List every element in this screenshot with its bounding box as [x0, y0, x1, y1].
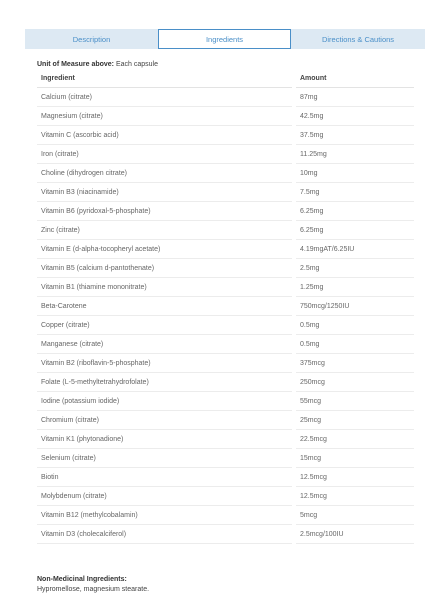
ingredient-cell: Vitamin E (d-alpha-tocopheryl acetate): [37, 240, 292, 259]
table-row: [37, 278, 414, 297]
tab-description[interactable]: Description: [72, 34, 111, 44]
ingredient-cell: Vitamin K1 (phytonadione): [37, 430, 292, 449]
non-medicinal-text: Hypromellose, magnesium stearate.: [37, 586, 150, 593]
ingredient-cell: Choline (dihydrogen citrate): [37, 164, 292, 183]
amount-cell: 12.5mcg: [296, 468, 414, 487]
table-row: [37, 297, 414, 316]
ingredient-cell: Folate (L-5-methyltetrahydrofolate): [37, 373, 292, 392]
ingredient-cell: Molybdenum (citrate): [37, 487, 292, 506]
table-row: [37, 202, 414, 221]
amount-cell: 15mcg: [296, 449, 414, 468]
amount-cell: 12.5mcg: [296, 487, 414, 506]
amount-cell: 2.5mg: [296, 259, 414, 278]
ingredient-cell: Calcium (citrate): [37, 88, 292, 107]
table-row: [37, 468, 414, 487]
table-row: [37, 88, 414, 107]
header-amount: Amount: [296, 70, 414, 88]
ingredient-cell: Vitamin C (ascorbic acid): [37, 126, 292, 145]
amount-cell: 4.19mgAT/6.25IU: [296, 240, 414, 259]
table-row: [37, 316, 414, 335]
table-row: [37, 164, 414, 183]
non-medicinal-section: [37, 575, 149, 595]
ingredient-cell: Vitamin B5 (calcium d-pantothenate): [37, 259, 292, 278]
table-row: [37, 145, 414, 164]
amount-cell: 11.25mg: [296, 145, 414, 164]
amount-cell: 2.5mcg/100IU: [296, 525, 414, 544]
ingredient-cell: Vitamin B1 (thiamine mononitrate): [37, 278, 292, 297]
table-row: [37, 240, 414, 259]
ingredient-cell: Copper (citrate): [37, 316, 292, 335]
ingredient-cell: Manganese (citrate): [37, 335, 292, 354]
ingredient-cell: Iron (citrate): [37, 145, 292, 164]
amount-cell: 1.25mg: [296, 278, 414, 297]
amount-cell: 10mg: [296, 164, 414, 183]
amount-cell: 6.25mg: [296, 202, 414, 221]
table-row: [37, 487, 414, 506]
table-row: [37, 107, 414, 126]
ingredient-cell: Vitamin D3 (cholecalciferol): [37, 525, 292, 544]
unit-label: Unit of Measure above:: [37, 61, 115, 68]
amount-cell: 0.5mg: [296, 316, 414, 335]
ingredient-cell: Vitamin B6 (pyridoxal-5-phosphate): [37, 202, 292, 221]
ingredient-cell: Biotin: [37, 468, 292, 487]
table-header-row: [37, 70, 414, 88]
amount-cell: 37.5mg: [296, 126, 414, 145]
amount-cell: 5mcg: [296, 506, 414, 525]
table-body: [37, 88, 414, 544]
amount-cell: 42.5mg: [296, 107, 414, 126]
ingredients-table: [37, 70, 414, 544]
ingredient-cell: Beta-Carotene: [37, 297, 292, 316]
header-ingredient: Ingredient: [37, 70, 292, 88]
amount-cell: 22.5mcg: [296, 430, 414, 449]
tab-ingredients[interactable]: Ingredients: [158, 29, 291, 49]
tab-bar: [25, 29, 425, 49]
table-row: [37, 506, 414, 525]
table-row: [37, 259, 414, 278]
unit-value: Each capsule: [115, 61, 158, 68]
amount-cell: 6.25mg: [296, 221, 414, 240]
amount-cell: 375mcg: [296, 354, 414, 373]
amount-cell: 7.5mg: [296, 183, 414, 202]
ingredient-cell: Chromium (citrate): [37, 411, 292, 430]
table-row: [37, 430, 414, 449]
amount-cell: 0.5mg: [296, 335, 414, 354]
ingredient-cell: Vitamin B2 (riboflavin-5-phosphate): [37, 354, 292, 373]
table-row: [37, 373, 414, 392]
ingredient-cell: Selenium (citrate): [37, 449, 292, 468]
tab-directions-cautions[interactable]: Directions & Cautions: [321, 34, 395, 44]
ingredient-cell: Iodine (potassium iodide): [37, 392, 292, 411]
table-row: [37, 411, 414, 430]
unit-of-measure: [37, 61, 158, 68]
table-row: [37, 354, 414, 373]
amount-cell: 750mcg/1250IU: [296, 297, 414, 316]
ingredient-cell: Magnesium (citrate): [37, 107, 292, 126]
table-row: [37, 221, 414, 240]
table-row: [37, 392, 414, 411]
table-row: [37, 449, 414, 468]
amount-cell: 55mcg: [296, 392, 414, 411]
non-medicinal-title: Non-Medicinal Ingredients:: [37, 576, 127, 583]
table-row: [37, 126, 414, 145]
table-row: [37, 525, 414, 544]
ingredient-cell: Vitamin B3 (niacinamide): [37, 183, 292, 202]
table-row: [37, 335, 414, 354]
amount-cell: 87mg: [296, 88, 414, 107]
amount-cell: 25mcg: [296, 411, 414, 430]
table-row: [37, 183, 414, 202]
ingredient-cell: Zinc (citrate): [37, 221, 292, 240]
ingredient-cell: Vitamin B12 (methylcobalamin): [37, 506, 292, 525]
amount-cell: 250mcg: [296, 373, 414, 392]
